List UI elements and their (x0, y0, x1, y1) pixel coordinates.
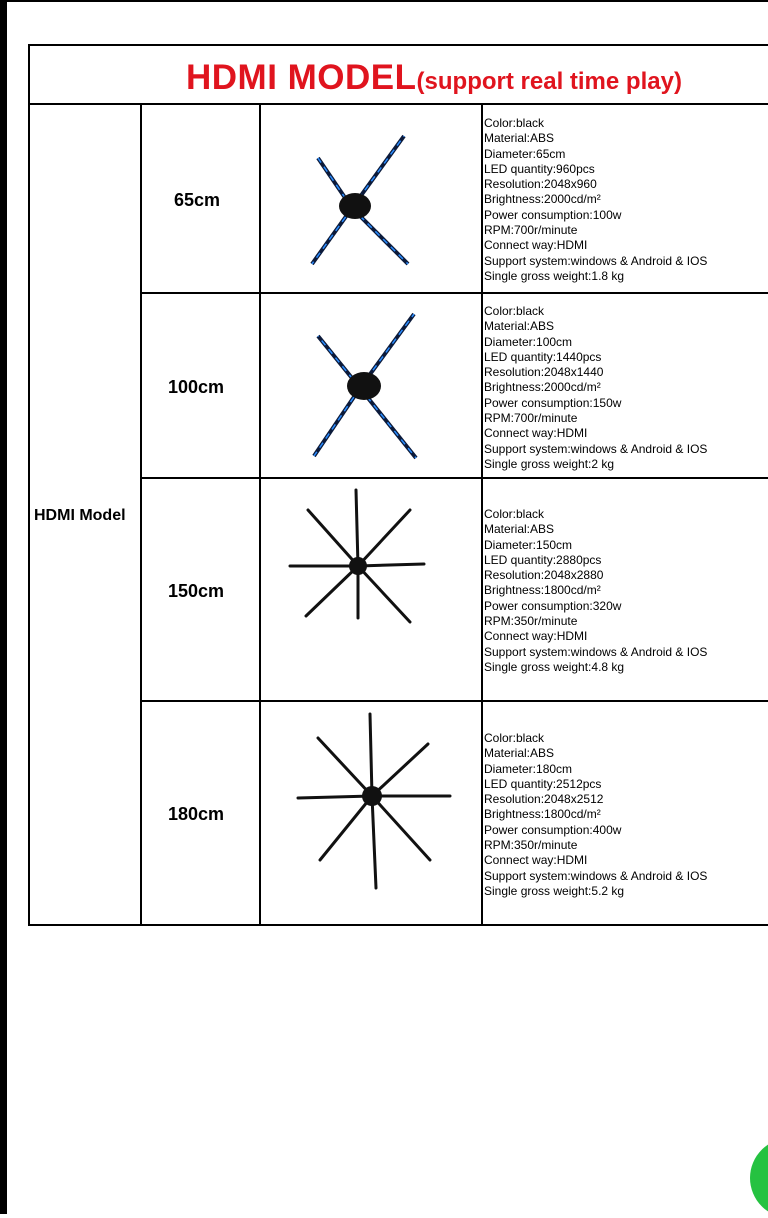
spec-line: Diameter:65cm (484, 146, 566, 161)
spec-line: Support system:windows & Android & IOS (484, 644, 708, 659)
spec-line: Material:ABS (484, 319, 555, 334)
size-label-180cm: 180cm (168, 804, 225, 824)
spec-line: RPM:350r/minute (484, 614, 578, 629)
spec-line: Brightness:1800cd/m² (484, 583, 601, 598)
4-blade-fan-icon (304, 310, 424, 460)
spec-line: LED quantity:2880pcs (484, 552, 602, 567)
8-blade-fan-icon (294, 710, 454, 895)
title-sub: (support real time play) (416, 68, 682, 95)
spec-line: Color:black (484, 304, 545, 318)
spec-line: Connect way:HDMI (484, 629, 588, 644)
spec-line: Brightness:2000cd/m² (484, 380, 601, 395)
spec-line: Support system:windows & Android & IOS (484, 868, 708, 883)
spec-line: LED quantity:960pcs (484, 161, 595, 176)
spec-line: RPM:700r/minute (484, 411, 578, 426)
spec-list-150cm (484, 507, 707, 675)
spec-line: RPM:350r/minute (484, 838, 578, 853)
spec-line: Power consumption:100w (484, 207, 622, 222)
spec-list-100cm (484, 304, 707, 472)
spec-line: LED quantity:2512pcs (484, 776, 602, 791)
size-label-100cm: 100cm (168, 377, 225, 397)
floating-action-button[interactable] (750, 1138, 768, 1218)
spec-line: Connect way:HDMI (484, 853, 588, 868)
screen-top-edge (0, 0, 768, 2)
size-label-150cm: 150cm (168, 581, 225, 601)
spec-line: Diameter:180cm (484, 761, 573, 776)
screen-left-edge (0, 0, 7, 1214)
size-label-65cm: 65cm (174, 190, 221, 210)
4-blade-fan-icon (300, 128, 420, 268)
page-title (186, 58, 682, 98)
spec-line: Material:ABS (484, 746, 555, 761)
spec-line: Power consumption:320w (484, 598, 622, 613)
spec-line: Diameter:150cm (484, 537, 573, 552)
spec-line: Single gross weight:5.2 kg (484, 883, 625, 898)
spec-line: Color:black (484, 507, 545, 521)
title-main: HDMI MODEL (186, 58, 417, 97)
spec-line: Single gross weight:4.8 kg (484, 659, 625, 674)
spec-line: Material:ABS (484, 131, 555, 146)
spec-line: Color:black (484, 116, 545, 130)
spec-line: Resolution:2048x960 (484, 177, 597, 192)
row-group-label: HDMI Model (34, 507, 126, 524)
spec-line: Support system:windows & Android & IOS (484, 441, 708, 456)
spec-line: Diameter:100cm (484, 334, 573, 349)
spec-list-65cm (484, 116, 707, 284)
spec-list-180cm (484, 731, 707, 899)
spec-line: Resolution:2048x1440 (484, 365, 604, 380)
spec-line: Connect way:HDMI (484, 426, 588, 441)
spec-line: Single gross weight:1.8 kg (484, 268, 625, 283)
spec-line: RPM:700r/minute (484, 223, 578, 238)
spec-line: Color:black (484, 731, 545, 745)
spec-line: Power consumption:150w (484, 395, 622, 410)
8-blade-fan-icon (288, 488, 428, 628)
spec-line: Resolution:2048x2880 (484, 568, 604, 583)
spec-line: Single gross weight:2 kg (484, 456, 615, 471)
title-cell (28, 44, 768, 104)
spec-line: Connect way:HDMI (484, 238, 588, 253)
spec-line: Power consumption:400w (484, 822, 622, 837)
spec-line: LED quantity:1440pcs (484, 349, 602, 364)
spec-line: Material:ABS (484, 522, 555, 537)
spec-line: Resolution:2048x2512 (484, 792, 604, 807)
spec-line: Brightness:2000cd/m² (484, 192, 601, 207)
spec-line: Support system:windows & Android & IOS (484, 253, 708, 268)
spec-line: Brightness:1800cd/m² (484, 807, 601, 822)
